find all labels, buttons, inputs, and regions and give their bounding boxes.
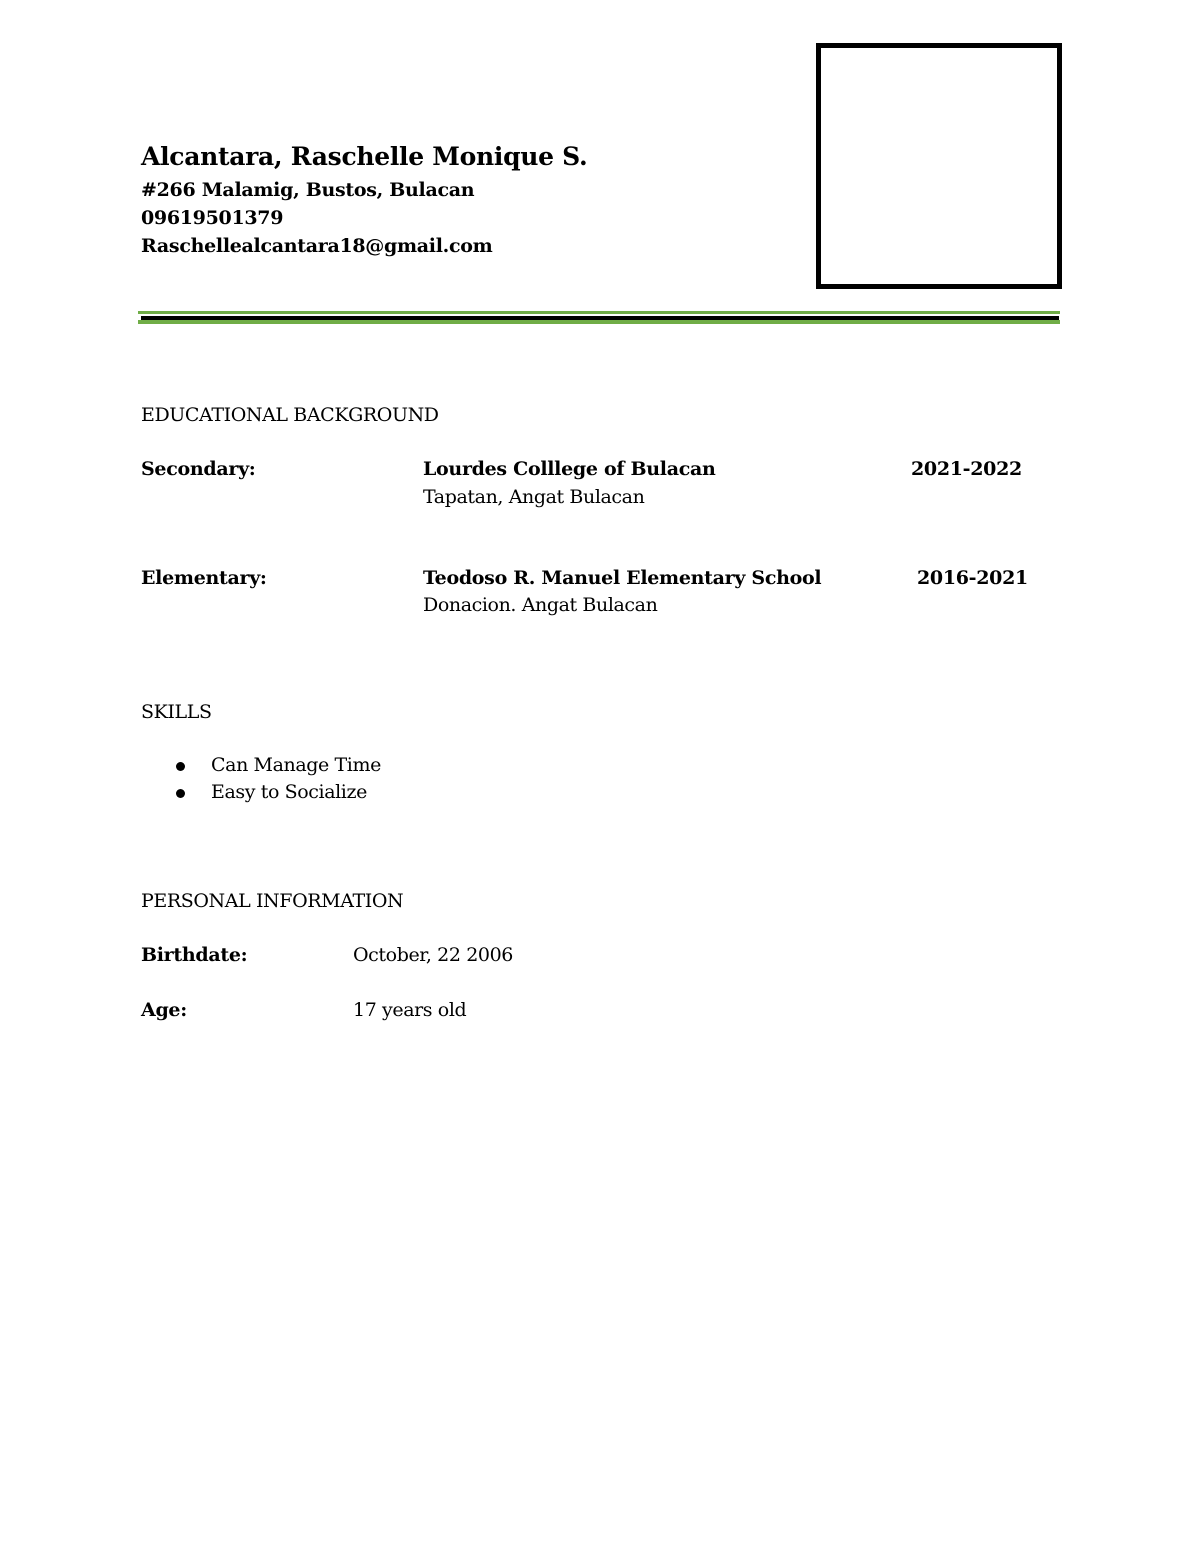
age-label: Age: <box>141 999 187 1021</box>
email-address: Raschellealcantara18@gmail.com <box>141 235 493 257</box>
personal-info-heading: PERSONAL INFORMATION <box>141 890 404 912</box>
education-level-secondary: Secondary: <box>141 458 256 480</box>
bullet-icon <box>176 762 185 771</box>
applicant-name: Alcantara, Raschelle Monique S. <box>141 142 588 171</box>
school-name-elementary: Teodoso R. Manuel Elementary School <box>423 567 822 589</box>
age-value: 17 years old <box>353 999 467 1021</box>
school-name-secondary: Lourdes Colllege of Bulacan <box>423 458 716 480</box>
school-location-secondary: Tapatan, Angat Bulacan <box>423 486 645 508</box>
skill-item: Can Manage Time <box>211 754 381 776</box>
divider-green-bottom <box>138 320 1060 324</box>
education-heading: EDUCATIONAL BACKGROUND <box>141 404 439 426</box>
address-line: #266 Malamig, Bustos, Bulacan <box>141 179 475 201</box>
school-years-elementary: 2016-2021 <box>917 567 1028 589</box>
bullet-icon <box>176 789 185 798</box>
school-location-elementary: Donacion. Angat Bulacan <box>423 594 658 616</box>
divider-green-top <box>138 311 1060 314</box>
school-years-secondary: 2021-2022 <box>911 458 1022 480</box>
birthdate-label: Birthdate: <box>141 944 248 966</box>
skills-heading: SKILLS <box>141 701 212 723</box>
phone-number: 09619501379 <box>141 207 284 229</box>
skill-item: Easy to Socialize <box>211 781 367 803</box>
birthdate-value: October, 22 2006 <box>353 944 513 966</box>
photo-placeholder-box <box>816 43 1062 289</box>
education-level-elementary: Elementary: <box>141 567 267 589</box>
